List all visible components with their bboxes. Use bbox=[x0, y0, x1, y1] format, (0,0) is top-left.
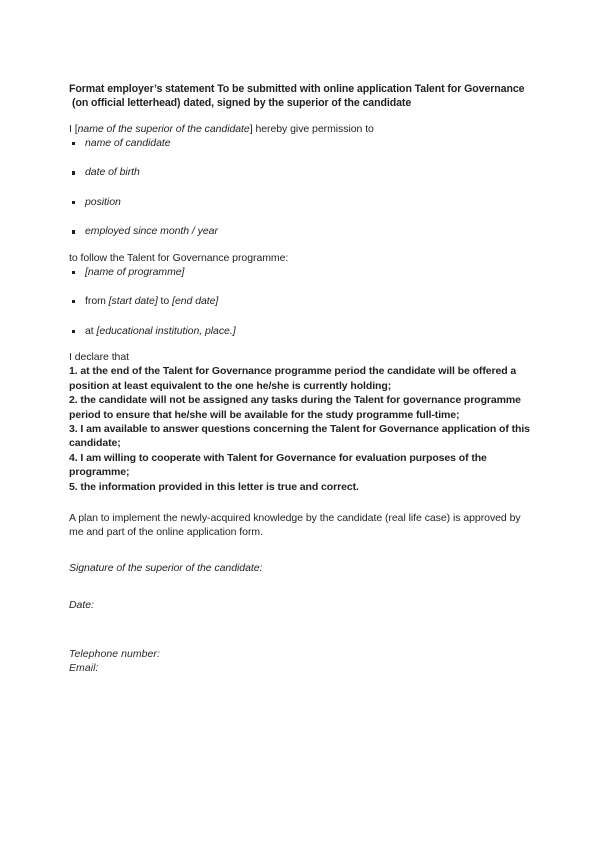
title-line-2: (on official letterhead) dated, signed by the superior of the candidate bbox=[72, 97, 412, 110]
declaration-item: 3. I am available to answer questions concerning the Talent for Governance application of this candidate; bbox=[69, 423, 530, 450]
declaration-list bbox=[69, 364, 531, 494]
list-item-label: employed since month / year bbox=[85, 225, 218, 238]
permission-lead-before: I [ bbox=[69, 122, 78, 135]
list-item-middle: to bbox=[157, 295, 173, 308]
declaration-item: 5. the information provided in this letter is true and correct. bbox=[69, 480, 359, 493]
list-item bbox=[69, 166, 531, 196]
programme-intro: to follow the Talent for Governance programme: bbox=[69, 251, 289, 264]
declaration-item: 4. I am willing to cooperate with Talent for Governance for evaluation purposes of the programme; bbox=[69, 451, 487, 479]
list-item bbox=[69, 325, 531, 339]
declaration-item: 1. at the end of the Talent for Governance programme period the candidate will be offered a position at least equivalent to the one he/she is currently holding; bbox=[69, 365, 517, 392]
permission-lead-after: ] hereby give permission to bbox=[249, 122, 374, 135]
implementation-plan-paragraph: A plan to implement the newly-acquired knowledge by the candidate (real life case) is approved by me and part of the online application form. bbox=[69, 512, 521, 538]
signature-field-label: Signature of the superior of the candidate: bbox=[69, 561, 263, 574]
programme-detail-list bbox=[69, 266, 531, 339]
list-item-label: date of birth bbox=[85, 166, 140, 179]
title-line-1: Format employer’s statement To be submitted with online application Talent for Governance bbox=[69, 83, 525, 95]
email-field-label: Email: bbox=[69, 662, 99, 675]
list-item bbox=[69, 196, 531, 226]
list-item bbox=[69, 295, 531, 325]
list-item bbox=[69, 137, 531, 167]
list-item-label: [educational institution, place.] bbox=[96, 324, 236, 337]
document-title bbox=[69, 82, 531, 110]
list-item-label: [name of programme] bbox=[85, 265, 185, 278]
permission-lead bbox=[69, 123, 531, 137]
permission-lead-italic: name of the superior of the candidate bbox=[77, 122, 250, 135]
candidate-detail-list bbox=[69, 137, 531, 239]
date-field-label: Date: bbox=[69, 598, 94, 611]
document-body bbox=[69, 82, 531, 676]
list-item-label: position bbox=[85, 195, 121, 208]
list-item bbox=[69, 266, 531, 296]
declaration-item: 2. the candidate will not be assigned any tasks during the Talent for governance programme period to ensure that he/she will be available for the study programme full-time; bbox=[69, 394, 521, 421]
declaration-intro: I declare that bbox=[69, 350, 130, 363]
telephone-field-label: Telephone number: bbox=[69, 647, 160, 660]
list-item bbox=[69, 225, 531, 239]
list-item-end-date: [end date] bbox=[172, 295, 219, 308]
list-item-start-date: [start date] bbox=[108, 295, 158, 308]
list-item-prefix: from bbox=[85, 295, 109, 308]
contact-block bbox=[69, 647, 531, 676]
list-item-prefix: at bbox=[85, 324, 97, 337]
list-item-label: name of candidate bbox=[85, 136, 171, 149]
